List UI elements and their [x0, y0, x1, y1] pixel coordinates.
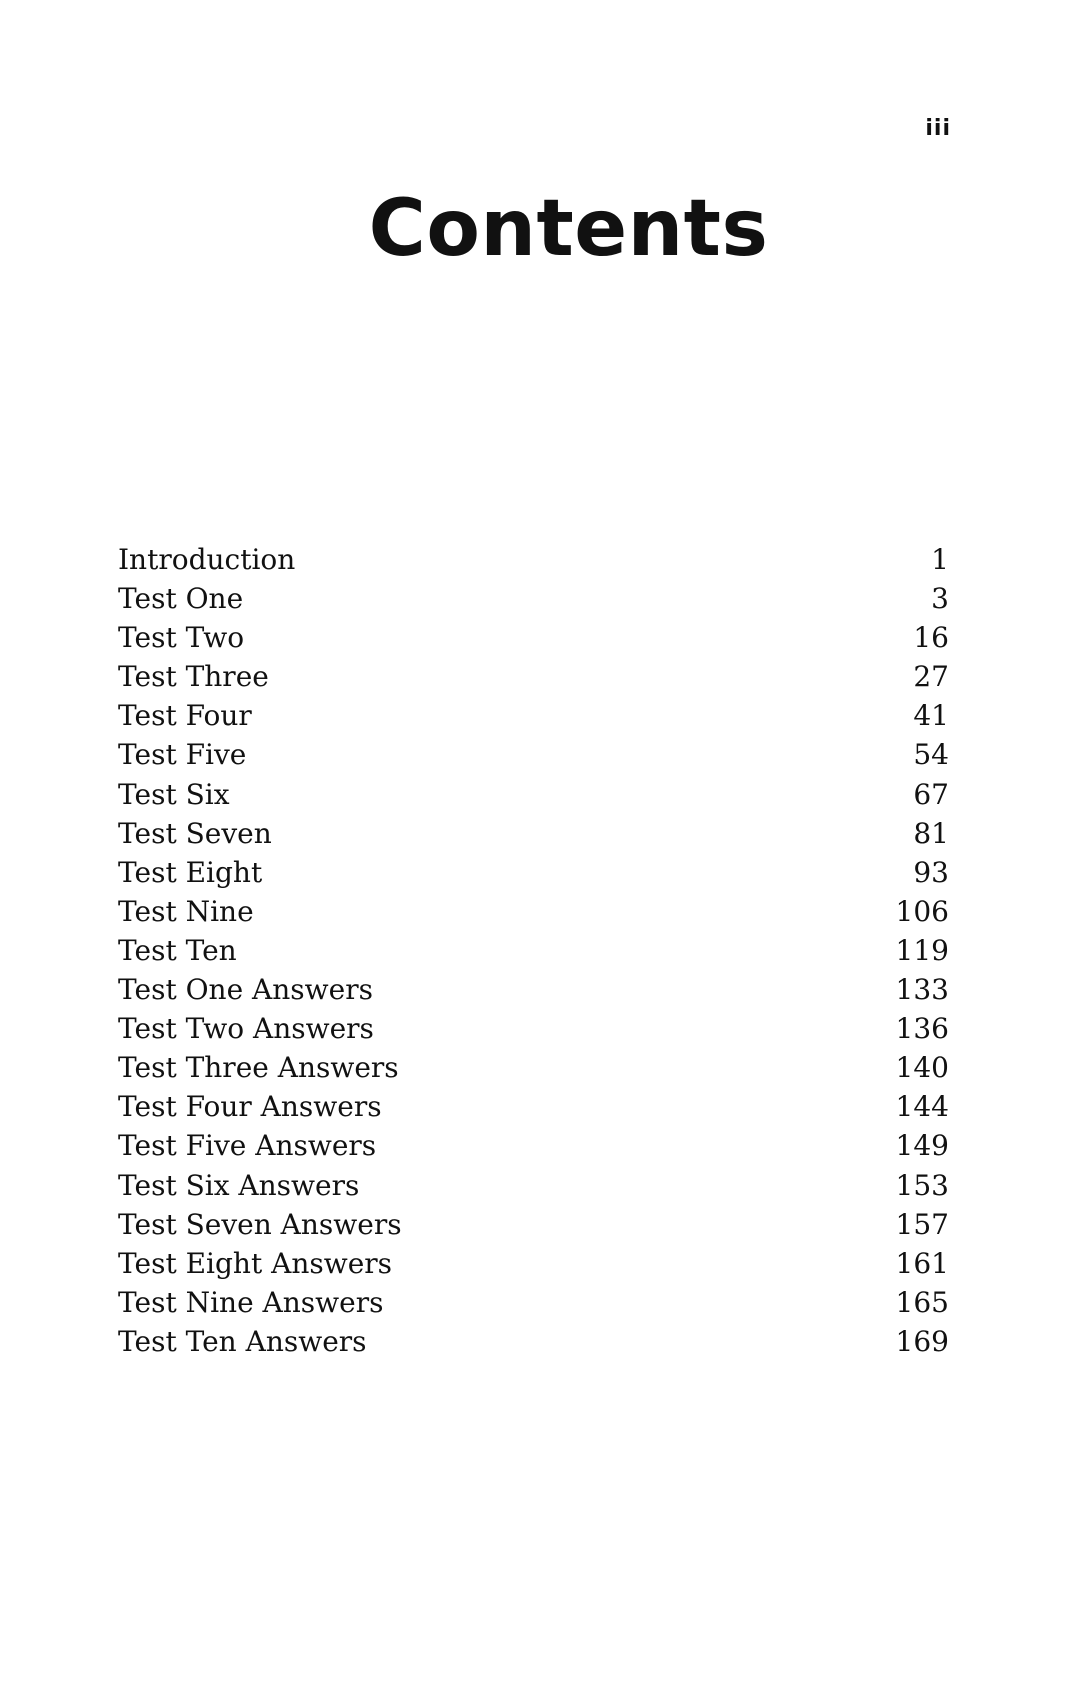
toc-entry-label: Test Three: [118, 660, 269, 694]
toc-entry-label: Test One: [118, 582, 244, 616]
toc-entry-page-number: 106: [895, 894, 949, 928]
toc-entry-page-number: 165: [895, 1285, 949, 1319]
toc-entry-test-eight[interactable]: [118, 853, 949, 892]
toc-entry-label: Test Eight Answers: [118, 1246, 393, 1280]
toc-entry-label: Test Seven: [118, 816, 272, 850]
toc-entry-label: Test Six Answers: [118, 1168, 360, 1202]
toc-entry-test-nine-answers[interactable]: [118, 1283, 949, 1322]
toc-entry-label: Test Four: [118, 699, 252, 733]
toc-entry-test-four[interactable]: [118, 696, 949, 735]
toc-entry-introduction[interactable]: [118, 540, 949, 579]
toc-entry-page-number: 153: [895, 1168, 949, 1202]
toc-entry-page-number: 54: [913, 738, 949, 772]
toc-entry-page-number: 93: [913, 855, 949, 889]
toc-entry-page-number: 41: [913, 699, 949, 733]
toc-entry-test-seven[interactable]: [118, 814, 949, 853]
toc-entry-page-number: 144: [895, 1090, 949, 1124]
toc-entry-label: Test Five: [118, 738, 247, 772]
toc-entry-test-five-answers[interactable]: [118, 1126, 949, 1165]
toc-entry-label: Test Six: [118, 777, 230, 811]
toc-entry-test-three-answers[interactable]: [118, 1048, 949, 1087]
toc-entry-label: Test Four Answers: [118, 1090, 382, 1124]
toc-entry-label: Test Nine: [118, 894, 254, 928]
toc-entry-test-three[interactable]: [118, 657, 949, 696]
toc-entry-page-number: 1: [931, 543, 949, 576]
toc-entry-test-two-answers[interactable]: [118, 1009, 949, 1048]
page-number: iii: [925, 116, 951, 141]
toc-entry-test-five[interactable]: [118, 735, 949, 774]
toc-entry-label: Test Two: [118, 621, 245, 655]
toc-entry-label: Test Three Answers: [118, 1051, 399, 1085]
toc-entry-page-number: 119: [895, 933, 949, 967]
toc-entry-test-ten-answers[interactable]: [118, 1322, 949, 1361]
toc-entry-page-number: 133: [895, 973, 949, 1007]
toc-entry-page-number: 157: [895, 1207, 949, 1241]
toc-entry-test-ten[interactable]: [118, 931, 949, 970]
toc-entry-label: Test Five Answers: [118, 1129, 377, 1163]
toc-entry-page-number: 16: [913, 621, 949, 655]
toc-entry-test-one-answers[interactable]: [118, 970, 949, 1009]
toc-entry-test-six-answers[interactable]: [118, 1166, 949, 1205]
toc-entry-test-four-answers[interactable]: [118, 1087, 949, 1126]
toc-entry-page-number: 3: [931, 582, 949, 616]
toc-entry-test-eight-answers[interactable]: [118, 1244, 949, 1283]
toc-entry-page-number: 161: [895, 1246, 949, 1280]
toc-entry-label: Test Two Answers: [118, 1012, 374, 1046]
toc-entry-test-two[interactable]: [118, 618, 949, 657]
toc-entry-test-one[interactable]: [118, 579, 949, 618]
toc-entry-test-seven-answers[interactable]: [118, 1205, 949, 1244]
toc-entry-label: Test Nine Answers: [118, 1285, 384, 1319]
toc-entry-page-number: 169: [895, 1324, 949, 1358]
toc-entry-page-number: 27: [913, 660, 949, 694]
toc-entry-page-number: 81: [913, 816, 949, 850]
toc-entry-label: Test Eight: [118, 855, 263, 889]
page-title: Contents: [368, 184, 769, 274]
table-of-contents: [118, 540, 949, 1361]
toc-entry-page-number: 67: [913, 777, 949, 811]
toc-entry-page-number: 140: [895, 1051, 949, 1085]
toc-entry-label: Test Ten: [118, 933, 237, 967]
toc-entry-label: Test Ten Answers: [118, 1324, 367, 1358]
toc-entry-page-number: 136: [895, 1012, 949, 1046]
toc-entry-test-six[interactable]: [118, 775, 949, 814]
toc-entry-label: Test Seven Answers: [118, 1207, 402, 1241]
toc-entry-label: Test One Answers: [118, 973, 373, 1007]
toc-entry-label: Introduction: [118, 543, 296, 576]
toc-entry-page-number: 149: [895, 1129, 949, 1163]
toc-entry-test-nine[interactable]: [118, 892, 949, 931]
